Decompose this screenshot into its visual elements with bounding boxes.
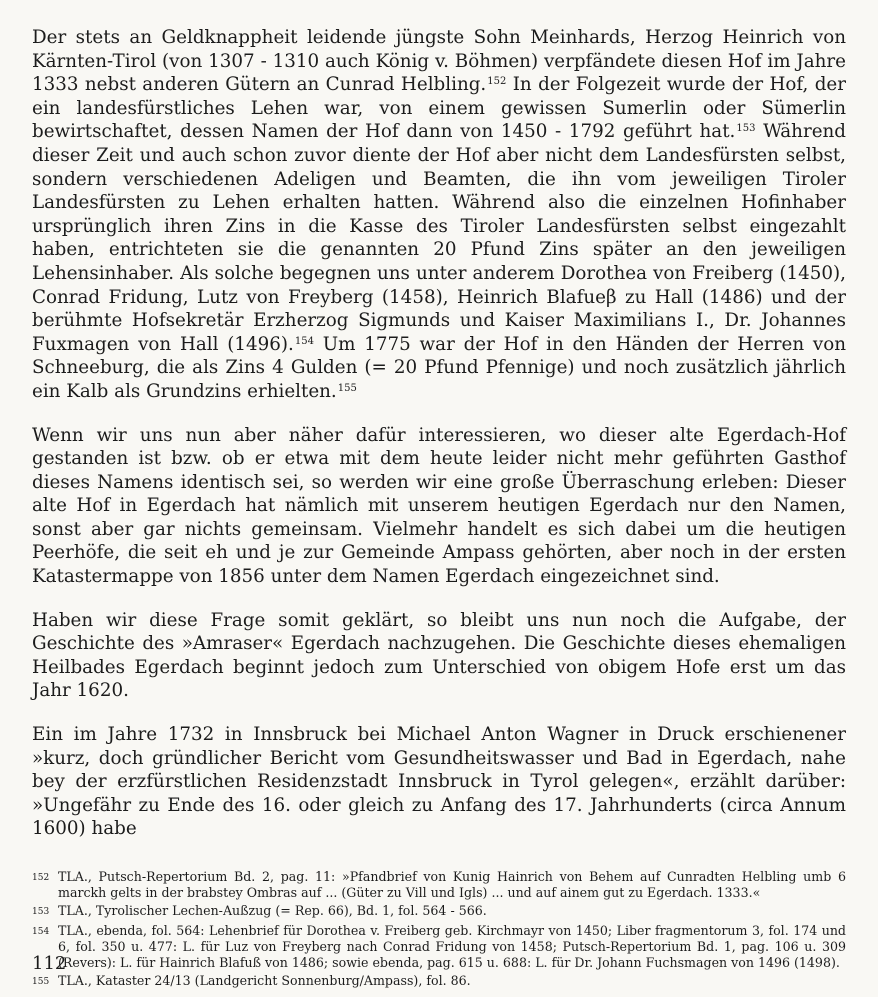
footnote-ref[interactable]: 154	[294, 335, 314, 347]
footnote-ref[interactable]: 152	[487, 76, 507, 88]
footnote-text: TLA., Tyrolischer Lechen-Außzug (= Rep. 66), Bd. 1, fol. 564 - 566.	[58, 903, 487, 919]
text-run: Haben wir diese Frage somit geklärt, so bleibt uns nun noch die Aufgabe, der Geschichte des »Amraser« Egerdach nachzugehen. Die Geschichte dieses ehemaligen Heilbades Egerdach beginnt jedoch zum Unterschied von obigem Hofe erst um das Jahr 1620.	[32, 609, 846, 702]
footnote-text: TLA., ebenda, fol. 564: Lehenbrief für Dorothea v. Freiberg geb. Kirchmayr von 1450; Liber fragmentorum 3, fol. 174 und 6, fol. 350 u. 477: L. für Luz von Freyberg nach Conrad Fridung von 1458; Putsch-Repertorium Bd. 1, pag. 106 u. 309 (Revers): L. für Hainrich Blafuß von 1486; sowie ebenda, pag. 615 u. 688: L. für Dr. Johann Fuchsmagen von 1496 (1498).	[58, 922, 846, 971]
footnote-number: 154	[32, 926, 50, 937]
footnote-text: TLA., Kataster 24/13 (Landgericht Sonnenburg/Ampass), fol. 86.	[58, 973, 471, 989]
text-run: In der Folgezeit wurde der Hof, der ein landesfürstliches Lehen war, von einem gewissen Sumerlin oder Sümerlin bewirtschaftet, dessen Namen der Hof dann von 1450 - 1792 geführt hat.	[32, 74, 846, 143]
footnote-number: 153	[32, 907, 50, 918]
footnote	[32, 903, 846, 920]
footnote-ref[interactable]: 153	[736, 123, 756, 135]
text-run: Wenn wir uns nun aber näher dafür interessieren, wo dieser alte Egerdach-Hof gestanden ist bzw. ob er etwa mit dem heute leider nicht mehr geführten Gasthof dieses Namens identisch sei, so werden wir eine große Überraschung erleben: Dieser alte Hof in Egerdach hat nämlich mit unserem heutigen Egerdach nur den Namen, sonst aber gar nichts gemeinsam. Vielmehr handelt es sich dabei um die heutigen Peerhöfe, die seit eh und je zur Gemeinde Ampass gehörten, aber noch in der ersten Katastermappe von 1856 unter dem Namen Egerdach eingezeichnet sind.	[32, 424, 846, 588]
text-run: Der stets an Geldknappheit leidende jüngste Sohn Meinhards, Herzog Heinrich von Kärnten-Tirol (von 1307 - 1310 auch König v. Böhmen) verpfändete diesen Hof im Jahre 1333 nebst anderen Gütern an Cunrad Helbling.	[32, 27, 846, 96]
footnote-number: 152	[32, 873, 50, 883]
text-run: Um 1775 war der Hof in den Händen der Herren von Schneeburg, die als Zins 4 Gulden (= 20 Pfund Pfennige) und noch zusätzlich jährlich ein Kalb als Grundzins erhielten.	[32, 333, 846, 402]
text-run: Ein im Jahre 1732 in Innsbruck bei Michael Anton Wagner in Druck erschienener »kurz, doch gründlicher Bericht vom Gesundheitswasser und Bad in Egerdach, nahe bey der erzfürstlichen Residenzstadt Innsbruck in Tyrol gelegen«, erzählt darüber: »Ungefähr zu Ende des 16. oder gleich zu Anfang des 17. Jahrhunderts (circa Annum 1600) habe	[32, 724, 846, 840]
footnote-number: 155	[32, 977, 50, 988]
text-run: Während dieser Zeit und auch schon zuvor diente der Hof aber nicht dem Landesfürsten selbst, sondern verschiedenen Adeligen und Beamten, die ihn vom jeweiligen Tiroler Landesfürsten zu Lehen erhalten hatten. Während also die einzelnen Hofinhaber ursprünglich ihren Zins in die Kasse des Tiroler Landesfürsten selbst eingezahlt haben, entrichteten sie die genannten 20 Pfund Zins später an den jeweiligen Lehensinhaber. Als solche begegnen uns unter anderem Dorothea von Freiberg (1450), Conrad Fridung, Lutz von Freyberg (1458), Heinrich Blafueβ zu Hall (1486) und der berühmte Hofsekretär Erzherzog Sigmunds und Kaiser Maximilians I., Dr. Johannes Fuxmagen von Hall (1496).	[32, 121, 846, 355]
paragraph	[32, 424, 846, 589]
paragraph	[32, 723, 846, 841]
page-number: 112	[32, 953, 67, 974]
footnote	[32, 973, 846, 990]
footnote-text: TLA., Putsch-Repertorium Bd. 2, pag. 11: »Pfandbrief von Kunig Hainrich von Behem auf Cunradten Helbling umb 6 marckh gelts in der brabstey Ombras auf ... (Güter zu Vill und Igls) ... und auf ainem gut zu Egerdach. 1333.«	[58, 869, 846, 901]
footnote	[32, 869, 846, 901]
body-text	[32, 26, 846, 841]
footnotes	[32, 869, 846, 990]
footnote	[32, 923, 846, 972]
footnote-ref[interactable]: 155	[337, 382, 357, 394]
paragraph	[32, 26, 846, 404]
paragraph	[32, 609, 846, 703]
page-content	[32, 26, 846, 992]
